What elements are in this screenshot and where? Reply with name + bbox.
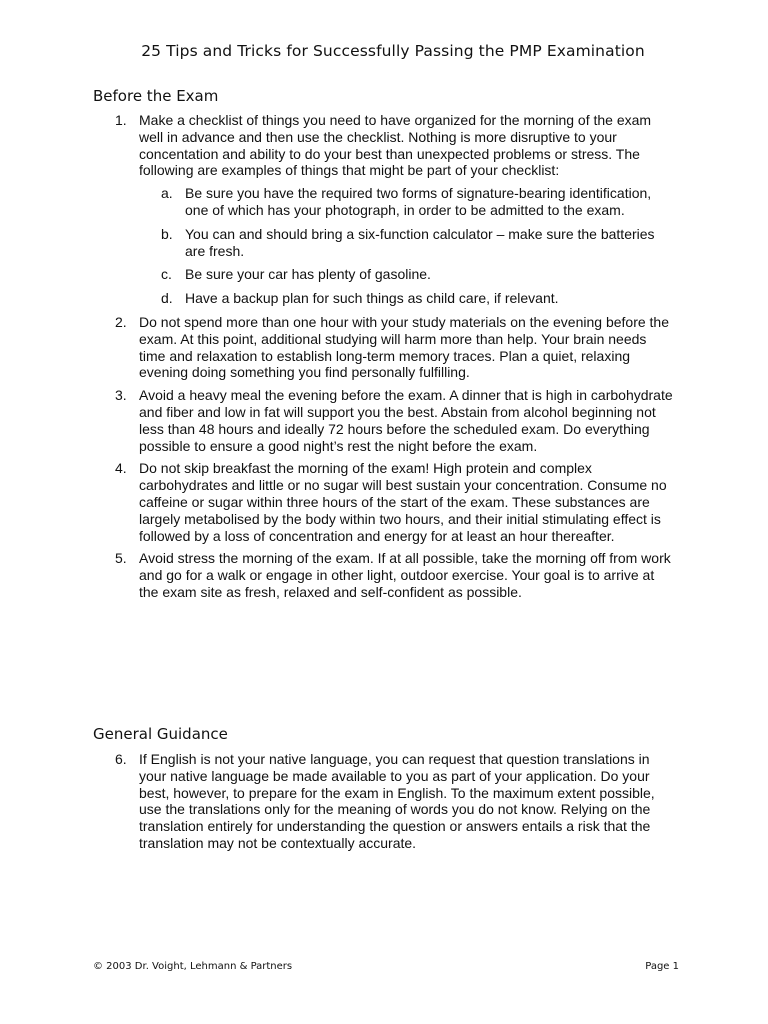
section-heading-general-guidance: General Guidance — [93, 725, 228, 743]
list-item-text: Avoid stress the morning of the exam. If at all possible, take the morning off from work and go for a walk or engage in other light, outdoor exercise. Your goal is to arrive at the exam site as fresh, relaxed and self-confident as possible. — [139, 550, 671, 600]
list-item-number: 5. — [115, 550, 127, 567]
list-item-text: Make a checklist of things you need to have organized for the morning of the exam well in advance and then use the checklist. Nothing is more disruptive to your concentation and ability to do your best than unexpected problems or stress. The following are examples of things that might be part of your checklist: — [139, 112, 652, 179]
sub-list-item-d — [139, 290, 673, 307]
list-item-text: Do not spend more than one hour with your study materials on the evening before the exam. At this point, additional studying will harm more than help. Your brain needs time and relaxation to establish long-term memory traces. Plan a quiet, relaxing evening doing something you find personally fulfilling. — [139, 313, 669, 381]
list-item-number: 4. — [115, 460, 127, 477]
sub-list-item-text: Have a backup plan for such things as child care, if relevant. — [185, 290, 559, 307]
sub-list-item-text: Be sure your car has plenty of gasoline. — [185, 266, 431, 283]
sub-list-item-letter: c. — [161, 266, 172, 283]
list-item-4 — [93, 460, 673, 544]
sub-list-item-c — [139, 266, 673, 283]
document-title: 25 Tips and Tricks for Successfully Passing the PMP Examination — [141, 42, 645, 60]
numbered-list-general-guidance — [93, 751, 673, 858]
sub-list-item-letter: a. — [161, 185, 173, 202]
list-item-6 — [93, 751, 673, 852]
list-item-number: 6. — [115, 751, 127, 767]
footer-page-number: Page 1 — [645, 961, 679, 972]
list-item-number: 1. — [115, 112, 127, 128]
list-item-1 — [93, 112, 673, 307]
list-item-3 — [93, 387, 673, 454]
list-item-text: If English is not your native language, you can request that question translations in your native language be made available to you as part of your application. Do your best, however, to prepare for the exam in English. To the maximum extent possible, use the translations only for the meaning of words you do not know. Relying on the translation entirely for understanding the question or answers entails a risk that the translation may not be contextually accurate. — [139, 751, 655, 851]
sub-list-item-letter: b. — [161, 225, 173, 242]
list-item-5 — [93, 550, 673, 600]
list-item-number: 2. — [115, 313, 127, 330]
sub-list-item-b — [139, 226, 673, 260]
list-item-number: 3. — [115, 387, 127, 404]
sub-list-item-text: You can and should bring a six-function calculator – make sure the batteries are fresh. — [185, 225, 655, 259]
list-item-2 — [93, 314, 673, 381]
list-item-text: Avoid a heavy meal the evening before the exam. A dinner that is high in carbohydrate and fiber and low in fat will support you the best. Abstain from alcohol beginning not less than 48 hours and ideally 72 hours before the scheduled exam. Do everything possible to ensure a good night’s rest the night before the exam. — [139, 387, 673, 454]
list-item-text: Do not skip breakfast the morning of the exam! High protein and complex carbohydrates and little or no sugar will best sustain your concentration. Consume no caffeine or sugar within three hours of the start of the exam. These substances are largely metabolised by the body within two hours, and their initial stimulating effect is followed by a loss of concentration and energy for at least an hour thereafter. — [139, 460, 667, 544]
sub-list — [139, 185, 673, 307]
numbered-list-before-exam — [93, 112, 673, 607]
sub-list-item-text: Be sure you have the required two forms of signature-bearing identification, one of which has your photograph, in order to be admitted to the exam. — [185, 185, 652, 218]
footer-copyright: © 2003 Dr. Voight, Lehmann & Partners — [93, 961, 293, 972]
sub-list-item-letter: d. — [161, 290, 173, 307]
sub-list-item-a — [139, 185, 673, 219]
section-heading-before-exam: Before the Exam — [93, 87, 219, 105]
